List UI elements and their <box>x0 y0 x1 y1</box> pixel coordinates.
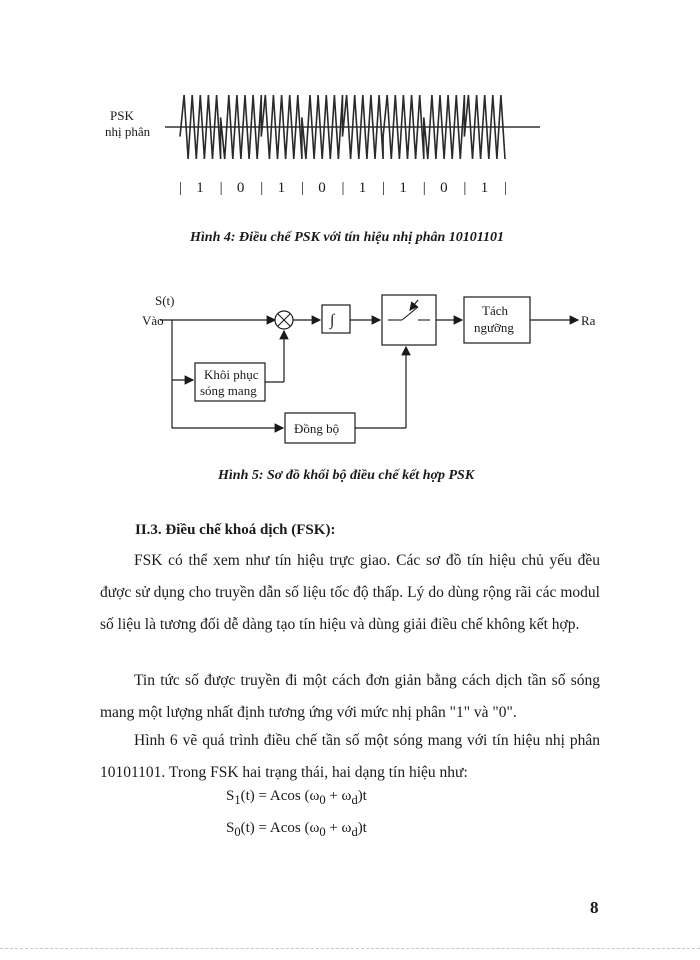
figure5-caption: Hình 5: Sơ đồ khối bộ điều chế kết hợp PSK <box>218 468 475 483</box>
bit-value: 0 <box>440 180 448 196</box>
bit-divider: | <box>504 180 508 196</box>
bit-value: 1 <box>358 180 367 196</box>
formula-s1-text: $S_1(t) = Acos$ $(\omega_0 + \omega_d)t$ <box>226 788 367 807</box>
paragraph-3 <box>100 725 600 789</box>
bit-divider: | <box>179 180 183 196</box>
paragraph-2-text: Tin tức số được truyền đi một cách đơn giản bằng cách dịch tần số sóng mang một lượng nhất định tương ứng với mức nhị phân "1" và "0". <box>100 672 600 721</box>
bit-sequence <box>179 180 507 196</box>
paragraph-1 <box>100 545 600 641</box>
carrier-recovery-line1: Khôi phục <box>204 367 259 382</box>
bit-divider: | <box>463 180 467 196</box>
bit-divider: | <box>422 180 426 196</box>
page-number: 8 <box>590 898 599 917</box>
bit-divider: | <box>260 180 264 196</box>
formula-s0-text: $S_0(t) = Acos$ $(\omega_0 + \omega_d)t$ <box>226 820 367 839</box>
bit-value: 1 <box>480 180 489 196</box>
psk-label-line2: nhị phân <box>105 124 151 139</box>
bit-divider: | <box>382 180 386 196</box>
integrator-symbol: ∫ <box>330 312 335 329</box>
integrator-block <box>322 305 350 333</box>
threshold-line2: ngưỡng <box>474 320 514 335</box>
paragraph-1-text: FSK có thể xem như tín hiệu trực giao. Các sơ đồ tín hiệu chủ yếu đều được sử dụng cho truyền dẫn số liệu tốc độ thấp. Lý do dùng rộng rãi các modul số liệu là tương đối dễ dàng tạo tín hiệu và dùng giải điều chế không kết hợp. <box>100 552 600 633</box>
input-label: S(t) <box>155 293 175 308</box>
bit-value: 0 <box>318 180 326 196</box>
bit-divider: | <box>300 180 304 196</box>
paragraph-3-text: Hình 6 vẽ quá trình điều chế tần số một sóng mang với tín hiệu nhị phân 10101101. Trong FSK hai trạng thái, hai dạng tín hiệu như: <box>100 732 600 781</box>
bit-divider: | <box>341 180 345 196</box>
figure4-caption: Hình 4: Điều chế PSK với tín hiệu nhị phân 10101101 <box>190 230 505 245</box>
input-sub-label: Vào <box>142 313 164 328</box>
threshold-line1: Tách <box>482 303 508 318</box>
bit-divider: | <box>219 180 223 196</box>
bit-value: 1 <box>196 180 204 196</box>
paragraph-2 <box>100 665 600 729</box>
section-heading: II.3. Điều chế khoá dịch (FSK): <box>135 522 336 538</box>
bit-value: 1 <box>277 180 286 196</box>
bit-value: 1 <box>399 180 407 196</box>
formula-s1 <box>226 788 367 808</box>
bit-value: 0 <box>236 180 245 196</box>
page-bottom-rule <box>0 948 700 949</box>
sync-label: Đồng bộ <box>294 421 340 436</box>
psk-block-diagram <box>0 285 700 455</box>
carrier-recovery-line2: sóng mang <box>200 383 257 398</box>
psk-label-line1: PSK <box>110 108 134 123</box>
output-label: Ra <box>581 313 596 328</box>
formula-s0 <box>226 820 367 840</box>
psk-waveform-figure <box>0 0 700 260</box>
